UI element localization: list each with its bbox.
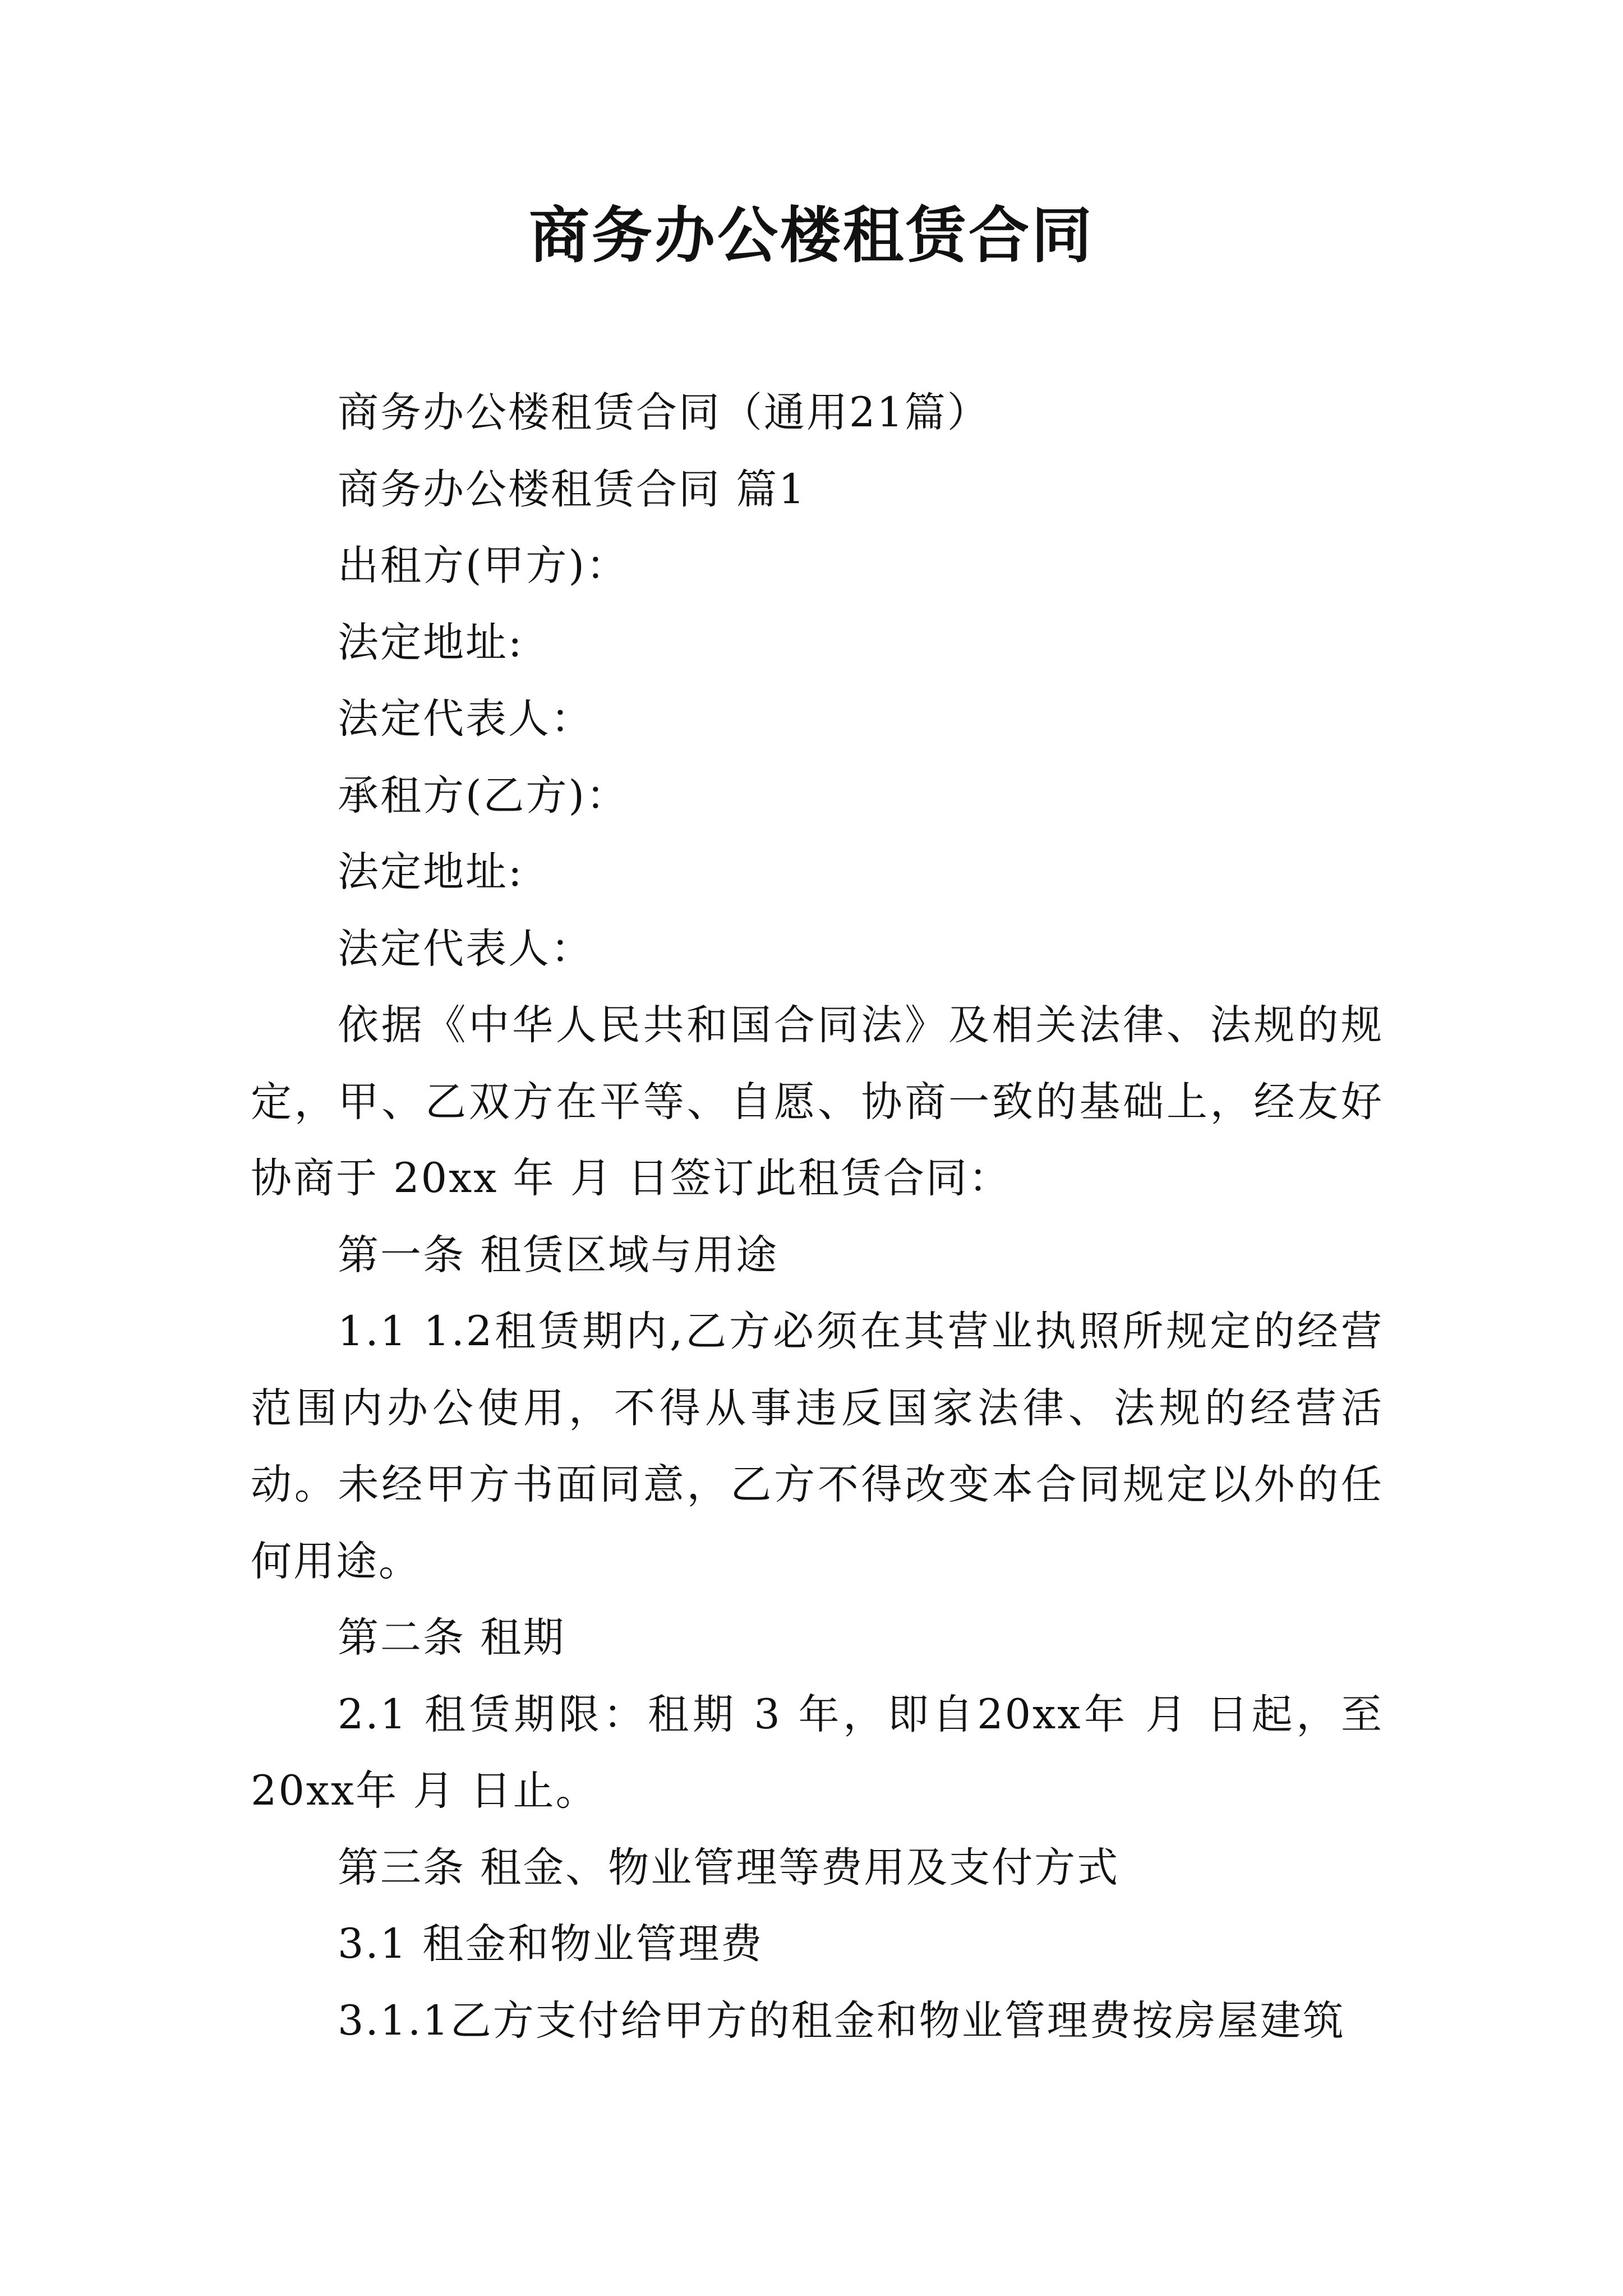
lessee-address-label: 法定地址: bbox=[338, 848, 524, 896]
article-1-heading: 第一条 租赁区域与用途 bbox=[338, 1231, 779, 1279]
lessee-representative-label: 法定代表人： bbox=[338, 924, 593, 973]
article-3-heading: 第三条 租金、物业管理等费用及支付方式 bbox=[338, 1843, 1120, 1892]
lessor-address-label: 法定地址: bbox=[338, 618, 524, 666]
article-2-clause: 2.1 租赁期限：租期 3 年，即自20xx年 月 日起，至20xx年 月 日止。 bbox=[251, 1690, 1384, 1815]
lessee-label: 承租方(乙方)： bbox=[338, 771, 629, 820]
article-2-heading: 第二条 租期 bbox=[338, 1614, 566, 1662]
document-body bbox=[251, 375, 1384, 2059]
article-3-subheading: 3.1 租金和物业管理费 bbox=[338, 1920, 764, 1968]
article-3-clause: 3.1.1乙方支付给甲方的租金和物业管理费按房屋建筑 bbox=[338, 1996, 1345, 2045]
preamble-paragraph: 依据《中华人民共和国合同法》及相关法律、法规的规定，甲、乙双方在平等、自愿、协商一致的基础上，经友好协商于 20xx 年 月 日签订此租赁合同： bbox=[251, 1001, 1384, 1202]
article-1-clause: 1.1 1.2租赁期内,乙方必须在其营业执照所规定的经营范围内办公使用，不得从事违反国家法律、法规的经营活动。未经甲方书面同意，乙方不得改变本合同规定以外的任何用途。 bbox=[251, 1308, 1384, 1585]
paragraph-part-heading: 商务办公楼租赁合同 篇1 bbox=[338, 465, 806, 513]
lessor-label: 出租方(甲方)： bbox=[338, 542, 629, 590]
lessor-representative-label: 法定代表人： bbox=[338, 695, 593, 743]
document-title: 商务办公楼租赁合同 bbox=[528, 200, 1094, 271]
paragraph-collection-heading: 商务办公楼租赁合同（通用21篇） bbox=[338, 389, 990, 436]
